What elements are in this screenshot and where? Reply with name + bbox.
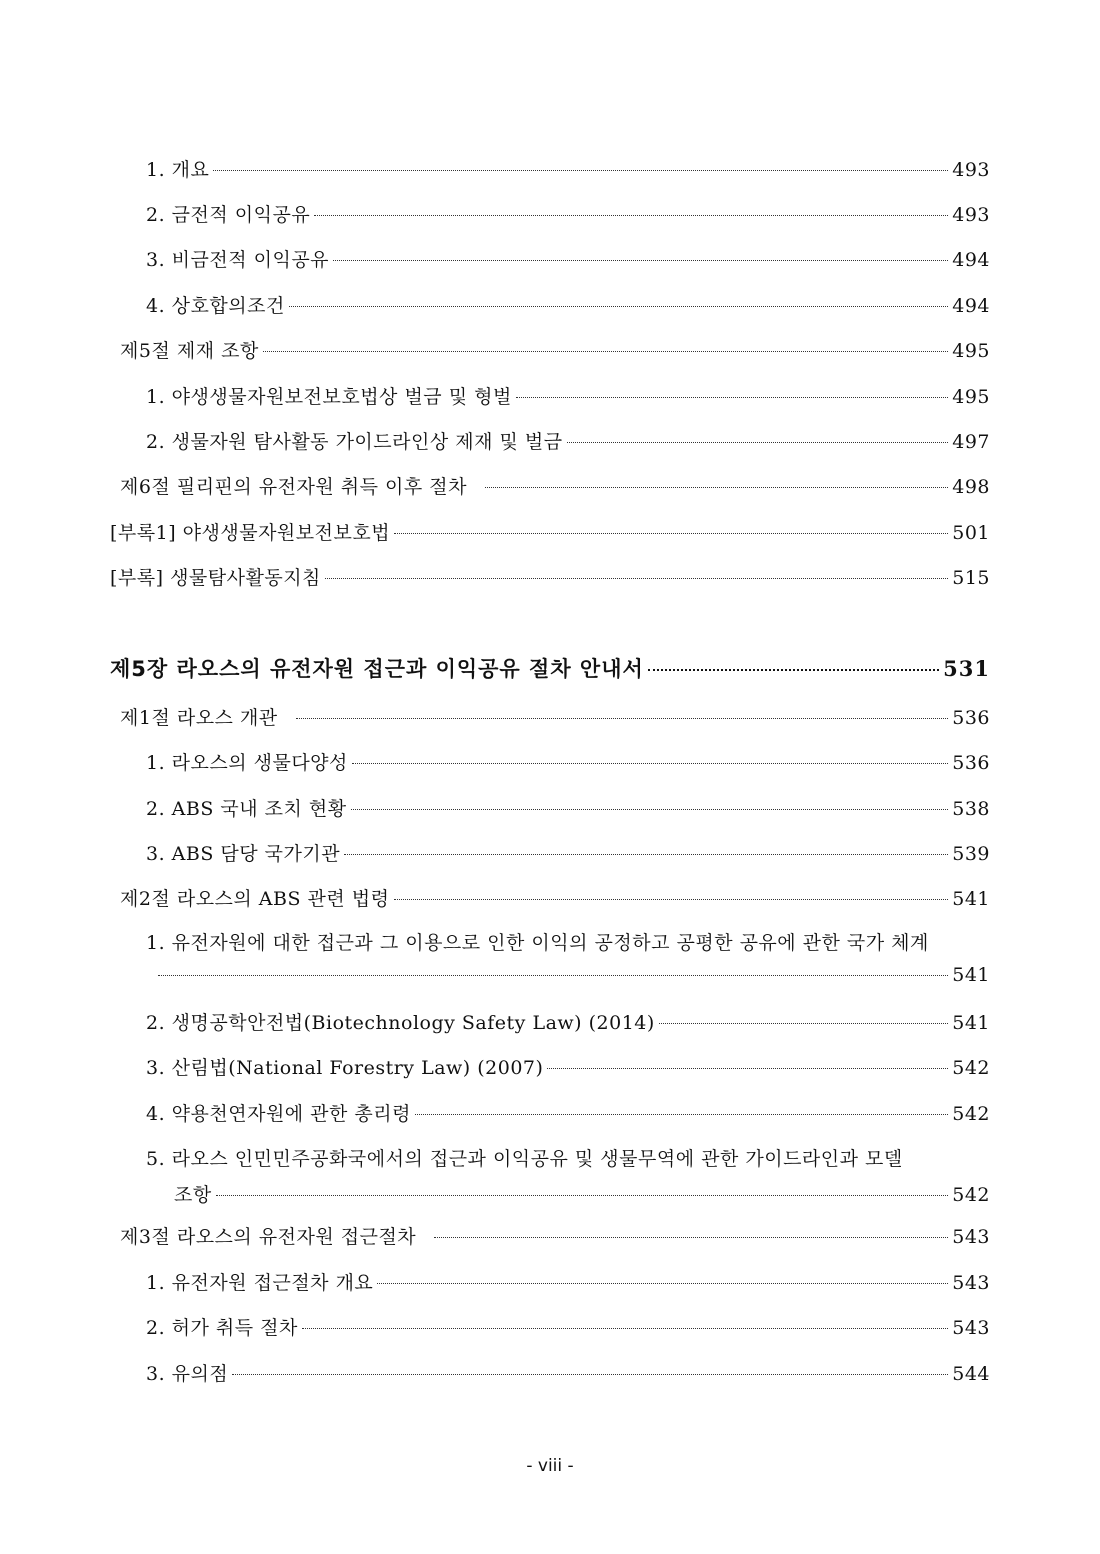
toc-entry-page: 494 bbox=[952, 295, 990, 317]
toc-entry bbox=[146, 291, 990, 318]
toc-entry-title: 2. 허가 취득 절차 bbox=[146, 1317, 298, 1339]
toc-entry-title: 2. 금전적 이익공유 bbox=[146, 204, 311, 226]
dot-leader bbox=[659, 1023, 948, 1024]
toc-entry-page: 536 bbox=[952, 707, 990, 729]
toc-section-entry bbox=[120, 472, 990, 499]
toc-entry-leader-row bbox=[174, 1180, 990, 1207]
toc-entry bbox=[146, 1313, 990, 1340]
toc-entry-title: 5. 라오스 인민민주공화국에서의 접근과 이익공유 및 생물무역에 관한 가이드라인과 모델 bbox=[146, 1148, 903, 1170]
dot-leader bbox=[302, 1328, 948, 1329]
toc-entry-title: 제3절 라오스의 유전자원 접근절차 bbox=[120, 1226, 417, 1248]
toc-entry-page: 495 bbox=[952, 386, 990, 408]
toc-entry bbox=[146, 427, 990, 454]
toc-entry-title: 3. ABS 담당 국가기관 bbox=[146, 843, 341, 865]
dot-leader bbox=[314, 215, 948, 216]
dot-leader bbox=[485, 487, 948, 488]
dot-leader bbox=[296, 718, 949, 719]
dot-leader bbox=[232, 1374, 948, 1375]
dot-leader bbox=[415, 1114, 948, 1115]
dot-leader bbox=[567, 442, 949, 443]
dot-leader bbox=[394, 533, 948, 534]
toc-section-entry bbox=[120, 336, 990, 363]
toc-entry-title: 2. 생물자원 탐사활동 가이드라인상 제재 및 벌금 bbox=[146, 431, 563, 453]
toc-entry-title: 1. 라오스의 생물다양성 bbox=[146, 752, 348, 774]
toc-entry-title: 3. 산림법(National Forestry Law) (2007) bbox=[146, 1057, 544, 1079]
toc-entry-page: 501 bbox=[952, 522, 990, 544]
dot-leader bbox=[394, 899, 949, 900]
toc-entry-title: 1. 유전자원 접근절차 개요 bbox=[146, 1272, 374, 1294]
page-number-footer: - viii - bbox=[526, 1456, 574, 1476]
toc-entry-page: 538 bbox=[952, 798, 990, 820]
toc-entry-title: 4. 약용천연자원에 관한 총리령 bbox=[146, 1103, 411, 1125]
toc-entry bbox=[146, 1268, 990, 1295]
toc-entry bbox=[146, 839, 990, 866]
toc-entry-page: 531 bbox=[943, 656, 990, 681]
toc-entry-title: 제5절 제재 조항 bbox=[120, 340, 259, 362]
toc-entry-page: 493 bbox=[952, 204, 990, 226]
dot-leader bbox=[216, 1195, 949, 1196]
toc-entry-title: [부록] 생물탐사활동지침 bbox=[110, 567, 321, 589]
toc-entry-page: 542 bbox=[952, 1057, 990, 1079]
toc-entry-title-continued: 조항 bbox=[174, 1184, 212, 1206]
toc-entry-title: [부록1] 야생생물자원보전보호법 bbox=[110, 522, 391, 544]
toc-entry-title: 제2절 라오스의 ABS 관련 법령 bbox=[120, 888, 390, 910]
toc-entry-page: 539 bbox=[952, 843, 990, 865]
toc-entry bbox=[146, 748, 990, 775]
dot-leader bbox=[344, 854, 948, 855]
toc-entry-title: 2. ABS 국내 조치 현황 bbox=[146, 798, 347, 820]
toc-entry-wrapped bbox=[146, 928, 990, 986]
toc-entry bbox=[146, 1053, 990, 1080]
dot-leader bbox=[289, 306, 948, 307]
toc-chapter-entry bbox=[110, 653, 990, 683]
toc-entry bbox=[146, 1099, 990, 1126]
dot-leader bbox=[263, 351, 948, 352]
toc-entry-page: 544 bbox=[952, 1363, 990, 1385]
toc-entry bbox=[146, 1359, 990, 1386]
toc-entry-page: 541 bbox=[952, 1012, 990, 1034]
dot-leader bbox=[516, 397, 948, 398]
toc-entry-page: 541 bbox=[952, 888, 990, 910]
dot-leader bbox=[648, 669, 939, 671]
toc-entry-title: 3. 비금전적 이익공유 bbox=[146, 249, 330, 271]
toc-entry-page: 542 bbox=[952, 1103, 990, 1125]
toc-entry-page: 542 bbox=[952, 1184, 990, 1206]
toc-appendix-entry bbox=[110, 518, 990, 545]
toc-entry-page: 543 bbox=[952, 1272, 990, 1294]
toc-entry-page: 498 bbox=[952, 476, 990, 498]
toc-entry-title: 제6절 필리핀의 유전자원 취득 이후 절차 bbox=[120, 476, 467, 498]
toc-entry-wrapped bbox=[146, 1144, 990, 1207]
toc-entry-page: 493 bbox=[952, 159, 990, 181]
toc-section-entry bbox=[120, 703, 990, 730]
dot-leader bbox=[351, 809, 949, 810]
dot-leader bbox=[325, 578, 948, 579]
toc-entry-page: 543 bbox=[952, 1317, 990, 1339]
toc-entry-title: 제1절 라오스 개관 bbox=[120, 707, 278, 729]
dot-leader bbox=[352, 763, 948, 764]
toc-appendix-entry bbox=[110, 563, 990, 590]
toc-entry-page: 536 bbox=[952, 752, 990, 774]
toc-entry bbox=[146, 794, 990, 821]
dot-leader bbox=[333, 260, 948, 261]
toc-entry bbox=[146, 155, 990, 182]
toc-entry-page: 515 bbox=[952, 567, 990, 589]
toc-entry-title: 2. 생명공학안전법(Biotechnology Safety Law) (2014) bbox=[146, 1012, 655, 1034]
toc-section-entry bbox=[120, 1222, 990, 1249]
toc-entry-page: 497 bbox=[952, 431, 990, 453]
toc-entry bbox=[146, 382, 990, 409]
toc-entry bbox=[146, 1008, 990, 1035]
dot-leader bbox=[434, 1237, 948, 1238]
dot-leader bbox=[547, 1068, 948, 1069]
toc-entry bbox=[146, 200, 990, 227]
toc-entry-title: 1. 개요 bbox=[146, 159, 210, 181]
toc-entry-title: 1. 야생생물자원보전보호법상 벌금 및 형벌 bbox=[146, 386, 512, 408]
dot-leader bbox=[158, 975, 948, 976]
toc-entry bbox=[146, 245, 990, 272]
toc-entry-page: 495 bbox=[952, 340, 990, 362]
toc-entry-title: 1. 유전자원에 대한 접근과 그 이용으로 인한 이익의 공정하고 공평한 공유에 관한 국가 체계 bbox=[146, 932, 929, 954]
toc-entry-page: 494 bbox=[952, 249, 990, 271]
toc-entry-page: 541 bbox=[952, 964, 990, 986]
toc-entry-title: 4. 상호합의조건 bbox=[146, 295, 285, 317]
toc-chapter-title: 제5장 라오스의 유전자원 접근과 이익공유 절차 안내서 bbox=[110, 657, 644, 681]
toc-section-entry bbox=[120, 884, 990, 911]
dot-leader bbox=[213, 170, 948, 171]
toc-entry-page: 543 bbox=[952, 1226, 990, 1248]
toc-entry-leader-row bbox=[158, 964, 990, 986]
toc-entry-title: 3. 유의점 bbox=[146, 1363, 229, 1385]
dot-leader bbox=[377, 1283, 948, 1284]
